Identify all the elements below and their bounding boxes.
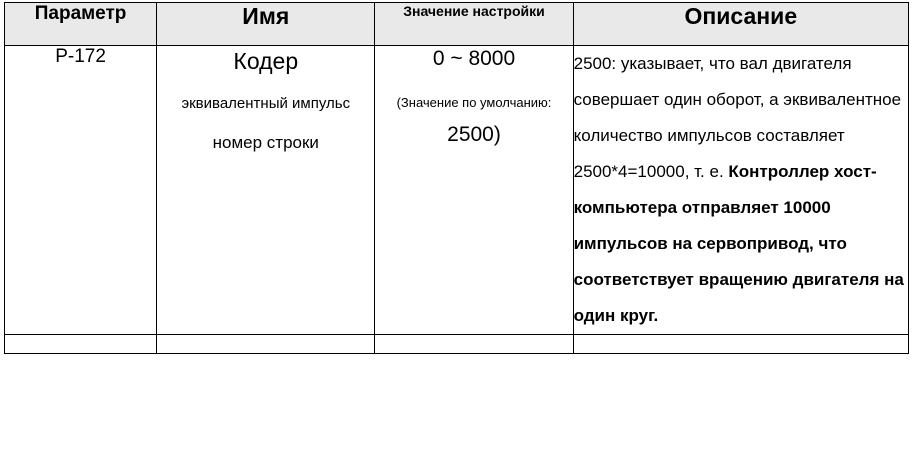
spacer-cell-description: [573, 335, 908, 354]
parameter-table: [4, 2, 909, 354]
spacer-cell-name: [157, 335, 375, 354]
spacer-cell-value: [375, 335, 573, 354]
column-header-setting-value: Значение настройки: [375, 3, 573, 46]
description-bold-text: Контроллер хост-компьютера отправляет 10000 импульсов на сервопривод, что соответствует вращению двигателя на один круг.: [573, 162, 904, 325]
table-row: [5, 46, 909, 335]
cell-parameter-code: P-172: [5, 46, 157, 335]
setting-value-default-label: (Значение по умолчанию:: [396, 95, 552, 110]
cell-description: [573, 46, 908, 335]
cell-setting-value: [375, 46, 573, 335]
column-header-description: Описание: [573, 3, 908, 46]
column-header-parameter: Параметр: [5, 3, 157, 46]
description-text: [574, 46, 908, 334]
parameter-name-sub-second: номер строки: [212, 133, 319, 152]
setting-value-range: 0 ~ 8000: [432, 47, 516, 70]
table-row-spacer: [5, 335, 909, 354]
cell-parameter-name: [157, 46, 375, 335]
spacer-cell-parameter: [5, 335, 157, 354]
table-header-row: [5, 3, 909, 46]
parameter-name-sub-first: эквивалентный импульс: [181, 95, 351, 112]
setting-value-default: 2500): [447, 123, 501, 146]
parameter-name-main: Кодер: [233, 48, 299, 74]
column-header-name: Имя: [157, 3, 375, 46]
description-plain-text: 2500: указывает, что вал двигателя совершает один оборот, а эквивалентное количество импульсов составляет 2500*4=10000, т. е.: [573, 54, 902, 181]
